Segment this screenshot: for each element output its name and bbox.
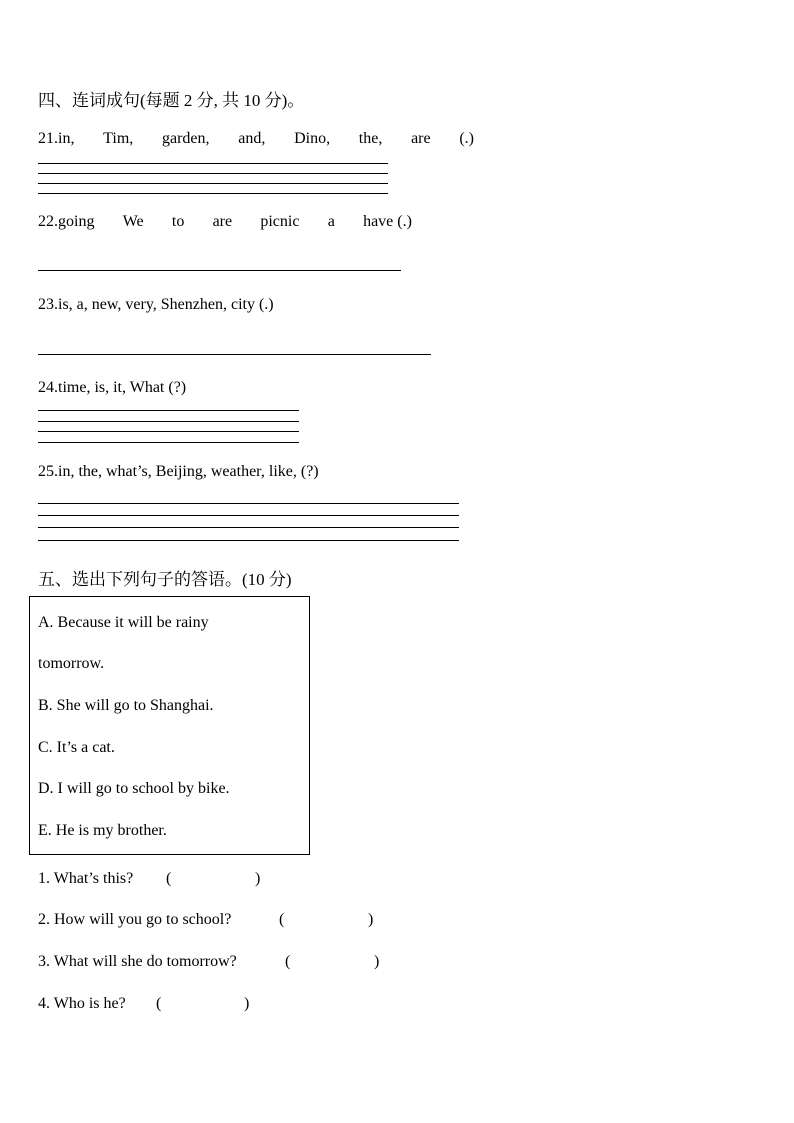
option-e: E. He is my brother. — [38, 822, 167, 839]
question-25-number: 25. — [38, 463, 58, 480]
question-22-word-4: are — [212, 213, 233, 230]
answer-line — [38, 270, 401, 271]
answer-line — [38, 515, 459, 516]
question-23-number: 23. — [38, 296, 58, 313]
option-b: B. She will go to Shanghai. — [38, 697, 214, 714]
answer-line — [38, 431, 299, 432]
question-21-word-7: are — [411, 130, 431, 147]
question-22-word-5: picnic — [260, 213, 300, 230]
question-21-word-5: Dino, — [294, 130, 331, 147]
options-box — [29, 596, 310, 855]
question-24-words: time, is, it, What (?) — [58, 379, 187, 396]
question-22-word-1: 22.going — [38, 213, 95, 230]
option-a: A. Because it will be rainy — [38, 614, 209, 631]
option-d: D. I will go to school by bike. — [38, 780, 230, 797]
answer-line — [38, 410, 299, 411]
answer-blank-close: ) — [368, 911, 374, 928]
answer-line — [38, 183, 388, 184]
option-c: C. It’s a cat. — [38, 739, 115, 756]
question-22 — [38, 213, 412, 231]
question-24-number: 24. — [38, 379, 58, 396]
answer-question-2-text: 2. How will you go to school? — [38, 911, 232, 928]
question-25-words: in, the, what’s, Beijing, weather, like, (?) — [58, 463, 319, 480]
question-22-word-6: a — [327, 213, 335, 230]
question-22-word-3: to — [171, 213, 185, 230]
option-a-continued: tomorrow. — [38, 655, 105, 672]
answer-blank-open[interactable]: ( — [156, 995, 162, 1012]
answer-line — [38, 193, 388, 194]
question-23-words: is, a, new, very, Shenzhen, city (.) — [58, 296, 274, 313]
answer-line — [38, 527, 459, 528]
answer-line — [38, 173, 388, 174]
answer-line — [38, 421, 299, 422]
answer-line — [38, 540, 459, 541]
answer-question-1 — [38, 870, 133, 888]
answer-question-1-text: 1. What’s this? — [38, 870, 134, 887]
answer-question-4 — [38, 995, 126, 1013]
answer-blank-open[interactable]: ( — [166, 870, 172, 887]
answer-question-2 — [38, 911, 231, 929]
answer-question-3 — [38, 953, 237, 971]
answer-line — [38, 442, 299, 443]
question-21 — [38, 130, 474, 148]
question-25 — [38, 463, 319, 481]
answer-line — [38, 354, 431, 355]
question-24 — [38, 379, 186, 397]
answer-question-3-text: 3. What will she do tomorrow? — [38, 953, 237, 970]
question-21-word-3: garden, — [162, 130, 210, 147]
section-5-title: 五、选出下列句子的答语。(10 分) — [38, 570, 292, 589]
question-22-word-7: have (.) — [363, 213, 412, 230]
question-21-word-4: and, — [238, 130, 266, 147]
question-21-word-1: 21.in, — [38, 130, 75, 147]
question-21-word-2: Tim, — [103, 130, 134, 147]
question-23 — [38, 296, 274, 314]
answer-blank-close: ) — [255, 870, 261, 887]
answer-line — [38, 503, 459, 504]
question-21-word-8: (.) — [459, 130, 474, 147]
answer-question-4-text: 4. Who is he? — [38, 995, 126, 1012]
question-21-word-6: the, — [358, 130, 383, 147]
answer-blank-open[interactable]: ( — [279, 911, 285, 928]
answer-blank-open[interactable]: ( — [285, 953, 291, 970]
question-22-word-2: We — [122, 213, 144, 230]
answer-blank-close: ) — [244, 995, 250, 1012]
section-4-title: 四、连词成句(每题 2 分, 共 10 分)。 — [38, 91, 305, 110]
answer-blank-close: ) — [374, 953, 380, 970]
answer-line — [38, 163, 388, 164]
